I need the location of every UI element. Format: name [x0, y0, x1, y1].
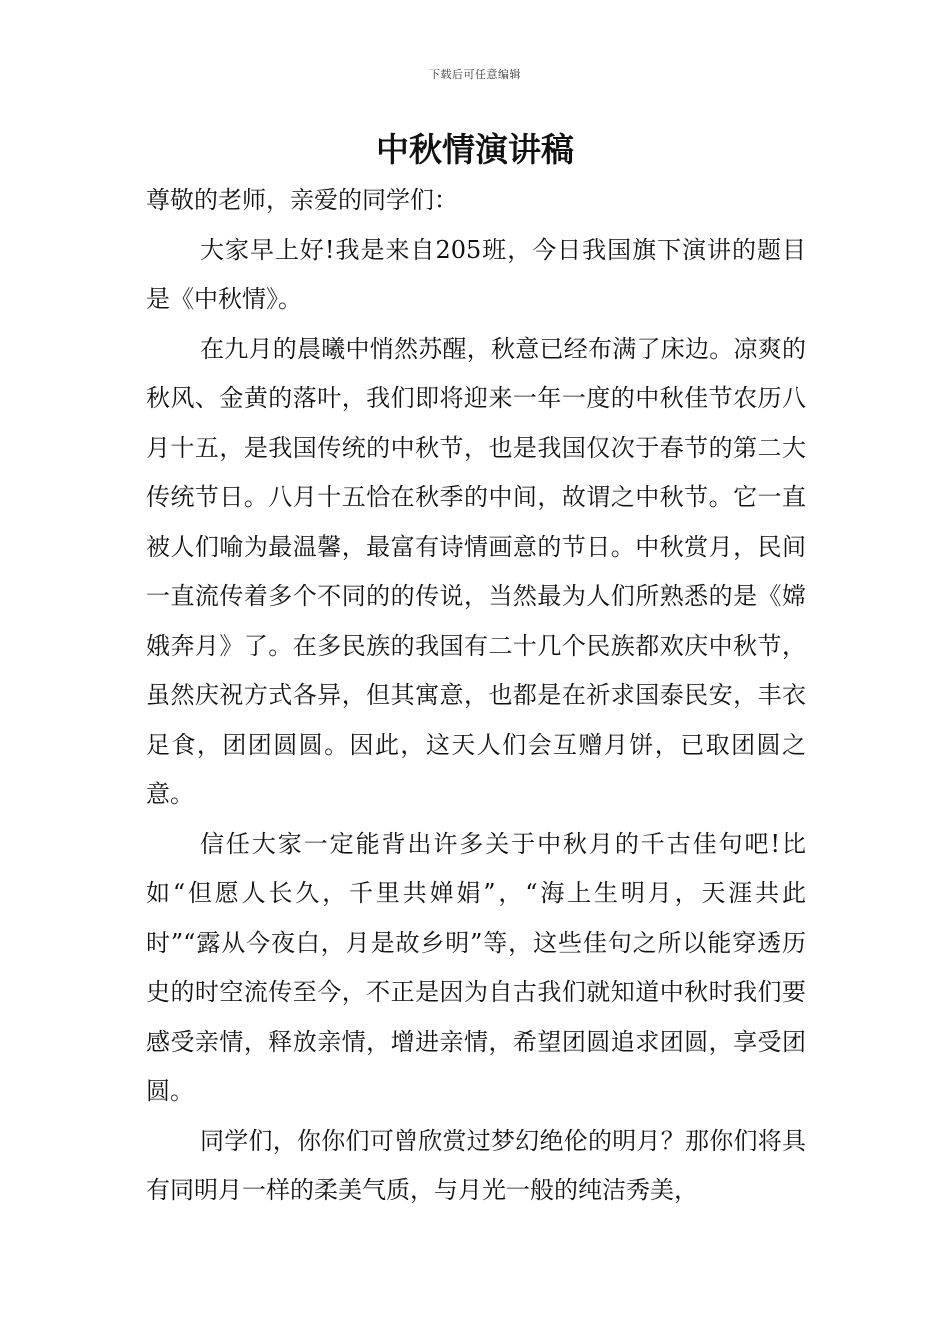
document-body	[146, 176, 806, 1216]
document-title: 中秋情演讲稿	[376, 130, 574, 169]
greeting: 尊敬的老师，亲爱的同学们：	[146, 186, 458, 214]
paragraph-poems: 信任大家一定能背出许多关于中秋月的千古佳句吧!比如“但愿人长久，千里共婵娟”，“海上生明月，天涯共此时”“露从今夜白，月是故乡明”等，这些佳句之所以能穿透历史的时空流传至今，不正是因为自古我们就知道中秋时我们要感受亲情，释放亲情，增进亲情，希望团圆追求团圆，享受团圆。	[146, 829, 806, 1105]
paragraph-moon: 同学们，你你们可曾欣赏过梦幻绝伦的明月？那你们将具有同明月一样的柔美气质，与月光一般的纯洁秀美，	[146, 1126, 806, 1204]
header-note: 下载后可任意编辑	[429, 68, 521, 81]
paragraph-intro: 大家早上好!我是来自205班，今日我国旗下演讲的题目是《中秋情》。	[146, 235, 806, 313]
paragraph-mid-autumn-history: 在九月的晨曦中悄然苏醒，秋意已经布满了床边。凉爽的秋风、金黄的落叶，我们即将迎来一年一度的中秋佳节农历八月十五，是我国传统的中秋节，也是我国仅次于春节的第二大传统节日。八月十五恰在秋季的中间，故谓之中秋节。它一直被人们喻为最温馨，最富有诗情画意的节日。中秋赏月，民间一直流传着多个不同的的传说，当然最为人们所熟悉的是《嫦娥奔月》了。在多民族的我国有二十几个民族都欢庆中秋节，虽然庆祝方式各异，但其寓意，也都是在祈求国泰民安，丰衣足食，团团圆圆。因此，这天人们会互赠月饼，已取团圆之意。	[146, 334, 806, 808]
